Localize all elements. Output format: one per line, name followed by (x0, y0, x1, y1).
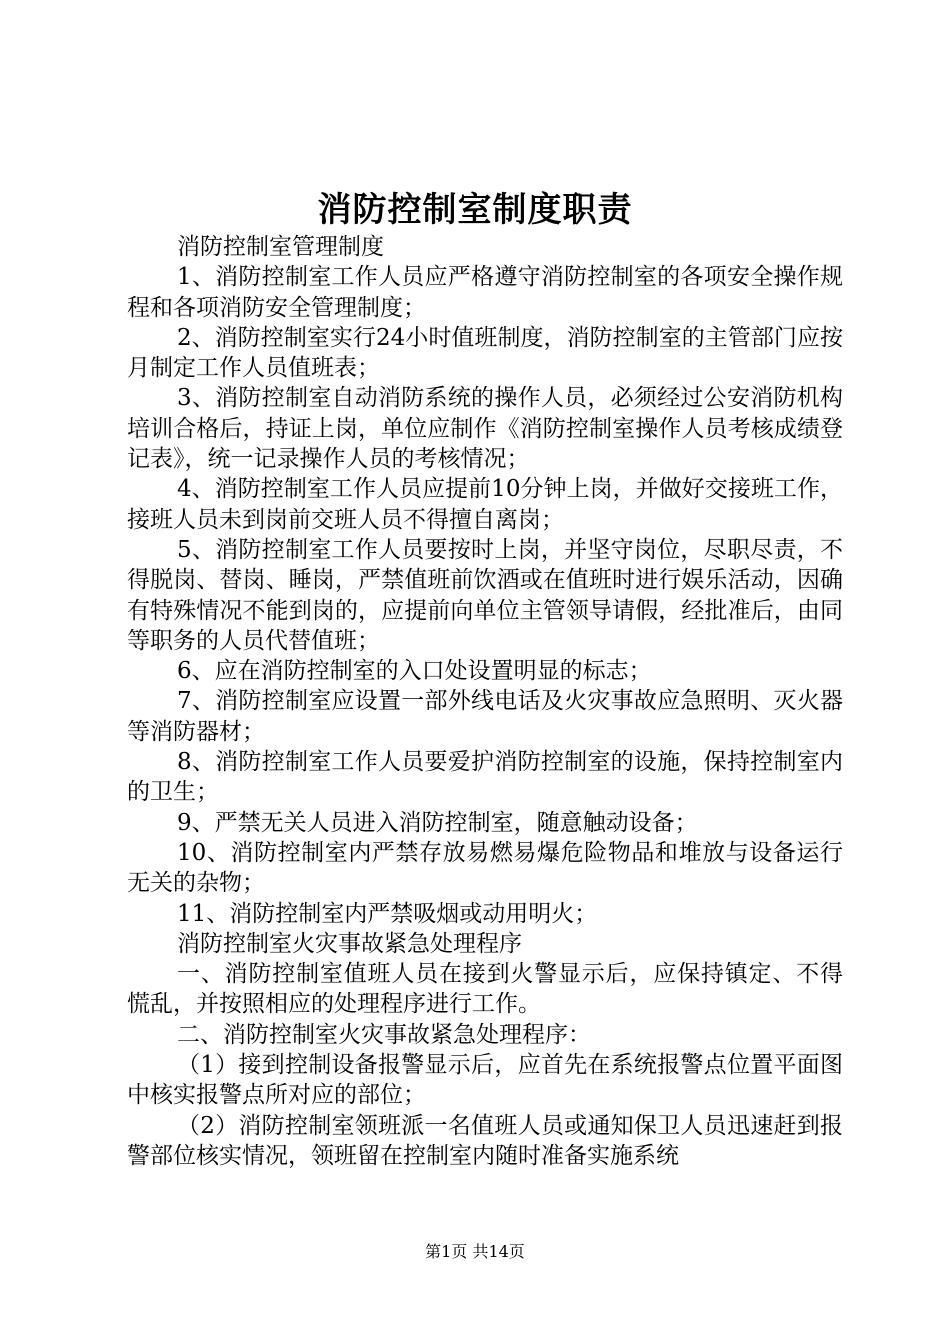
paragraph: 5、消防控制室工作人员要按时上岗，并坚守岗位，尽职尽责，不得脱岗、替岗、睡岗，严禁值班前饮酒或在值班时进行娱乐活动，因确有特殊情况不能到岗的，应提前向单位主管领导请假，经批准后，由同等职务的人员代替值班； (127, 536, 843, 654)
section-heading: 消防控制室火灾事故紧急处理程序 (177, 930, 522, 957)
paragraph: 7、消防控制室应设置一部外线电话及火灾事故应急照明、灭火器等消防器材； (127, 688, 843, 745)
page-footer: 第1页 共14页 (425, 1242, 525, 1261)
section-heading: 消防控制室管理制度 (177, 234, 384, 260)
paragraph: 2、消防控制室实行24小时值班制度，消防控制室的主管部门应按月制定工作人员值班表； (127, 324, 843, 382)
paragraph: 3、消防控制室自动消防系统的操作人员，必须经过公安消防机构培训合格后，持证上岗，单位应制作《消防控制室操作人员考核成绩登记表》，统一记录操作人员的考核情况； (127, 385, 843, 473)
paragraph: （1）接到控制设备报警显示后，应首先在系统报警点位置平面图中核实报警点所对应的部位； (127, 1052, 843, 1109)
paragraph: 4、消防控制室工作人员应提前10分钟上岗，并做好交接班工作，接班人员未到岗前交班人员不得擅自离岗； (127, 476, 843, 533)
paragraph: 一、消防控制室值班人员在接到火警显示后，应保持镇定、不得慌乱，并按照相应的处理程序进行工作。 (127, 961, 843, 1018)
document-title: 消防控制室制度职责 (317, 190, 633, 230)
paragraph: 二、消防控制室火灾事故紧急处理程序： (177, 1021, 591, 1048)
paragraph: 11、消防控制室内严禁吸烟或动用明火； (177, 900, 598, 927)
paragraph: （2）消防控制室领班派一名值班人员或通知保卫人员迅速赶到报警部位核实情况，领班留在控制室内随时准备实施系统 (127, 1112, 843, 1169)
paragraph: 8、消防控制室工作人员要爱护消防控制室的设施，保持控制室内的卫生； (127, 749, 843, 806)
paragraph: 6、应在消防控制室的入口处设置明显的标志； (177, 658, 652, 685)
paragraph: 10、消防控制室内严禁存放易燃易爆危险物品和堆放与设备运行无关的杂物； (127, 839, 843, 897)
paragraph: 9、严禁无关人员进入消防控制室，随意触动设备； (177, 809, 698, 836)
document-body (127, 232, 843, 1171)
paragraph: 1、消防控制室工作人员应严格遵守消防控制室的各项安全操作规程和各项消防安全管理制度； (127, 264, 843, 321)
